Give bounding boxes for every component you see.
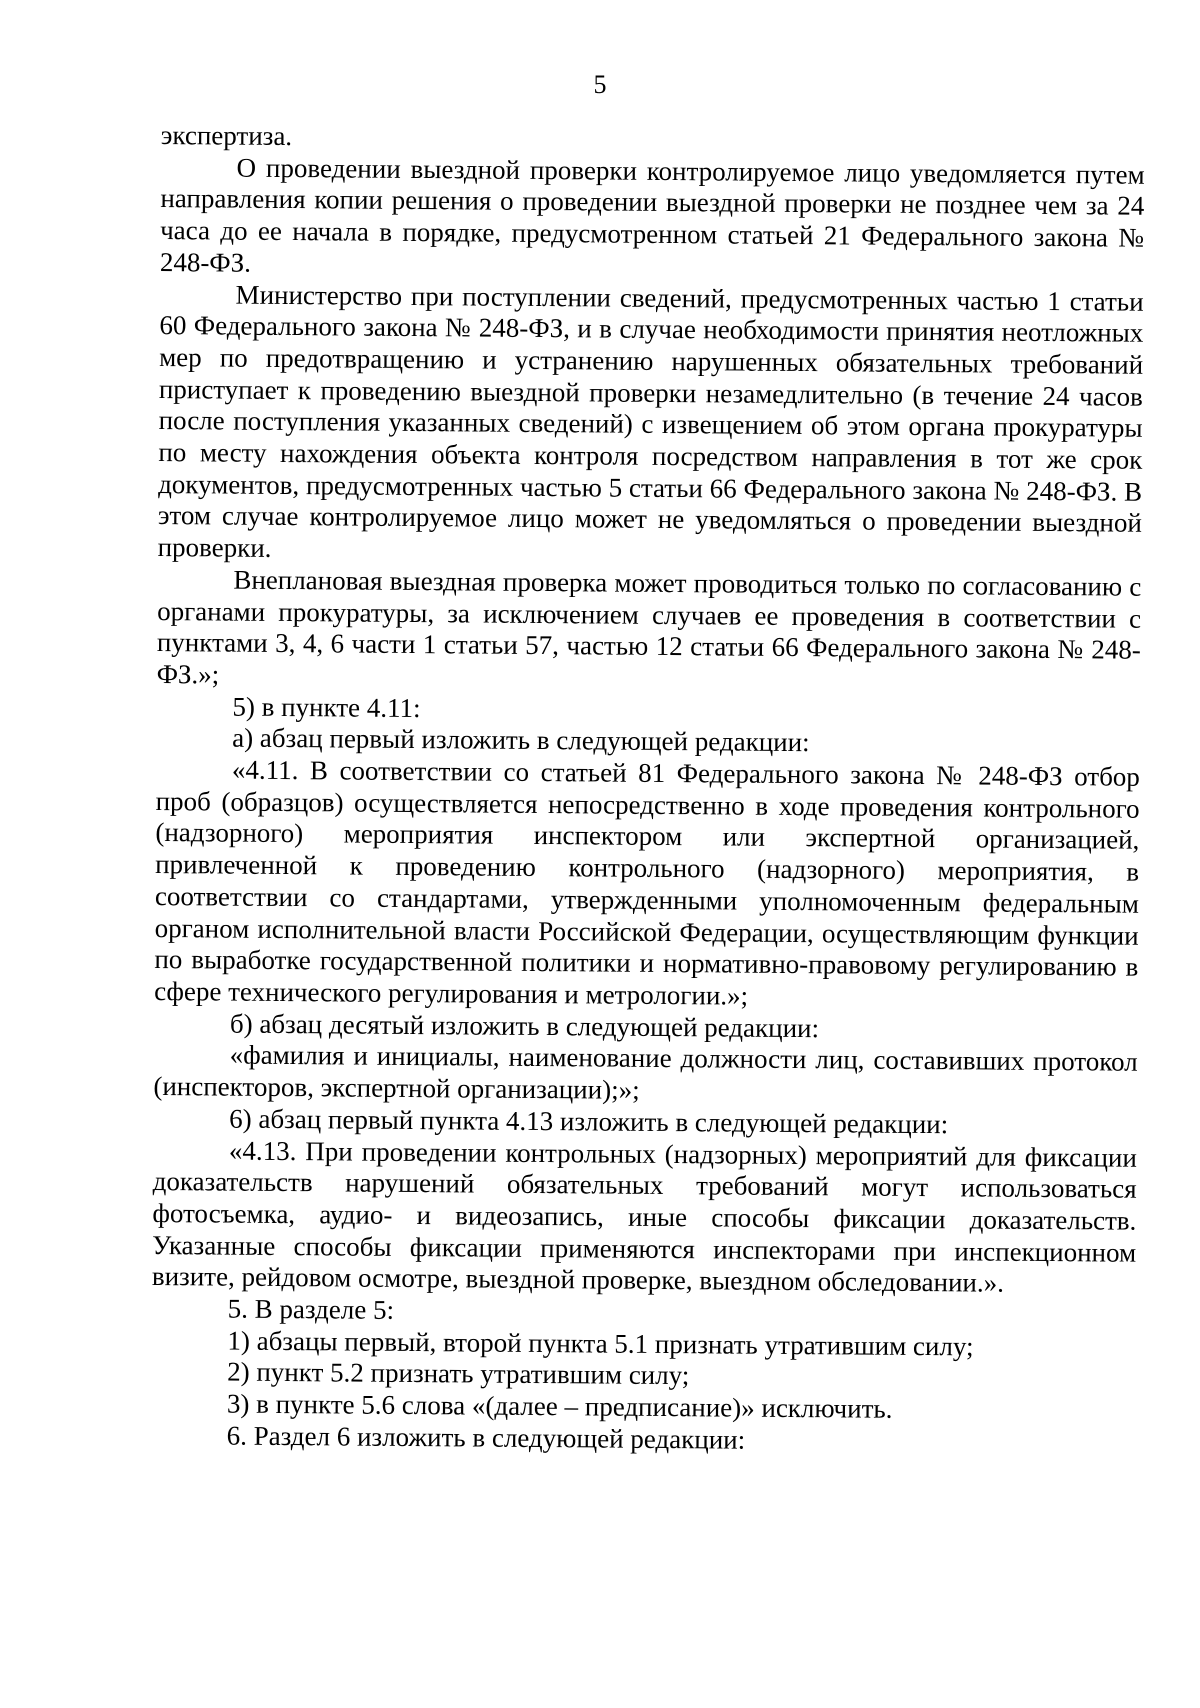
paragraph: 1) абзацы первый, второй пункта 5.1 признать утратившим силу; [227, 1325, 974, 1362]
paragraph: 6. Раздел 6 изложить в следующей редакции: [226, 1420, 746, 1455]
paragraph: О проведении выездной проверки контролируемое лицо уведомляется путем направления копии решения о проведении выездной проверки не позднее чем за 24 часа до ее начала в порядке, предусмотренном статьей 21 Федерального закона № 248-ФЗ. [159, 152, 1145, 278]
paragraph: 2) пункт 5.2 признать утратившим силу; [227, 1356, 690, 1391]
paragraph: б) абзац десятый изложить в следующей редакции: [229, 1008, 820, 1043]
paragraph: 5) в пункте 4.11: [232, 691, 421, 723]
paragraph: Внеплановая выездная проверка может проводиться только по согласованию с органами прокуратуры, за исключением случаев ее проведения в соответствии с пунктами 3, 4, 6 части 1 статьи 57, частью 12 статьи 66 Федерального закона № 248-ФЗ.»; [156, 564, 1142, 690]
paragraph: экспертиза. [160, 120, 293, 152]
paragraph: «4.13. При проведении контрольных (надзорных) мероприятий для фиксации доказательств нарушений обязательных требований могут использоваться фотосъемка, аудио- и видеозапись, иные способы фиксации доказательств. Указанные способы фиксации применяются инспекторами при инспекционном визите, рейдовом осмотре, выездной проверке, выездном обследовании.». [151, 1135, 1138, 1298]
paragraph: «фамилия и инициалы, наименование должности лиц, составивших протокол (инспекторов, экспертной организации);»; [153, 1039, 1138, 1105]
paragraph: 6) абзац первый пункта 4.13 изложить в следующей редакции: [229, 1103, 949, 1140]
paragraph: «4.11. В соответствии со статьей 81 Федерального закона № 248-ФЗ отбор проб (образцов) осуществляется непосредственно в ходе проведения контрольного (надзорного) мероприятия инспектором или экспертной организацией, привлеченной к проведению контрольного (надзорного) мероприятия, в соответствии со стандартами, утвержденными уполномоченным федеральным органом исполнительной власти Российской Федерации, осуществляющим функции по выработке государственной политики и нормативно-правовому регулированию в сфере технического регулирования и метрологии.»; [154, 754, 1140, 1011]
paragraph: 3) в пункте 5.6 слова «(далее – предписание)» исключить. [226, 1388, 893, 1424]
document-body [151, 120, 1145, 1459]
paragraph: а) абзац первый изложить в следующей редакции: [232, 722, 810, 758]
paragraph: Министерство при поступлении сведений, предусмотренных частью 1 статьи 60 Федерального закона № 248-ФЗ, и в случае необходимости принятия неотложных мер по предотвращению и устранению нарушенных обязательных требований приступает к проведению выездной проверки незамедлительно (в течение 24 часов после поступления указанных сведений) с извещением об этом органа прокуратуры по месту нахождения объекта контроля посредством направления в тот же срок документов, предусмотренных частью 5 статьи 66 Федерального закона № 248-ФЗ. В этом случае контролируемое лицо может не уведомляться о проведении выездной проверки. [157, 279, 1144, 564]
paragraph: 5. В разделе 5: [227, 1293, 395, 1325]
page-number: 5 [593, 70, 607, 99]
